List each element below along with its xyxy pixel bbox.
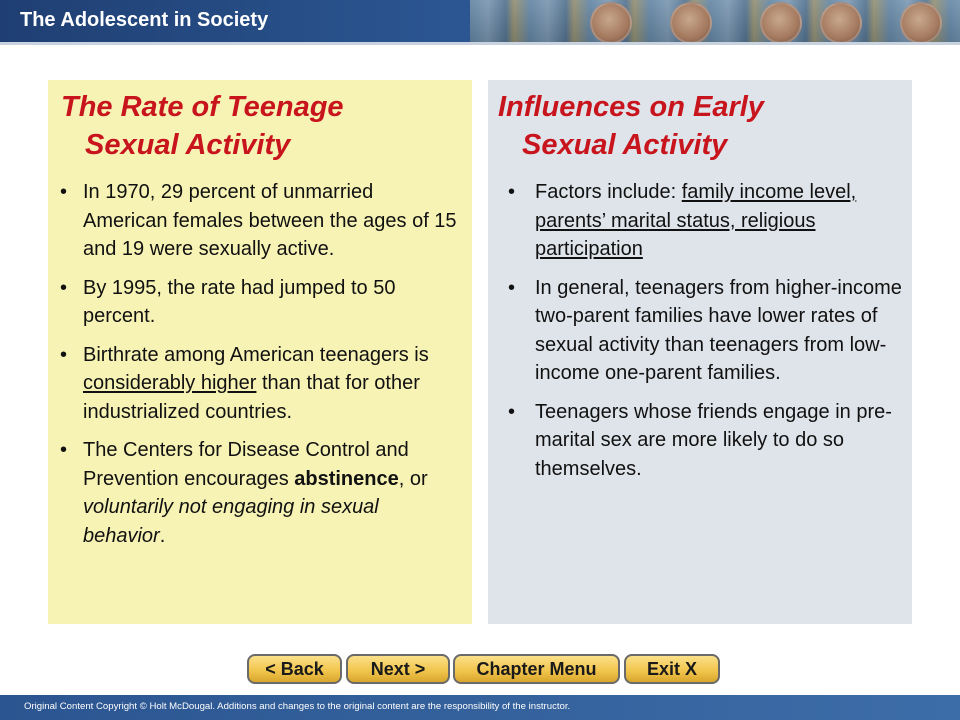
left-title-line2: Sexual Activity — [85, 129, 291, 161]
bullet-text: Teenagers whose friends engage in pre-marital sex are more likely to do so themselves. — [535, 400, 892, 480]
left-panel-title — [61, 88, 461, 164]
bullet-text-mid: , or — [398, 467, 428, 490]
header-divider — [0, 42, 960, 45]
list-item — [508, 274, 904, 388]
navigation-bar — [0, 654, 960, 686]
right-title-line1: Influences on Early — [498, 91, 764, 123]
chapter-menu-button[interactable]: Chapter Menu — [453, 654, 620, 684]
bullet-text: In general, teenagers from higher-income two-parent families have lower rates of sexual activity than teenagers from low-income one-parent families. — [535, 276, 902, 384]
bullet-icon: • — [60, 439, 68, 461]
bold-term: abstinence — [294, 467, 399, 490]
list-item — [508, 178, 904, 264]
footer-bar — [0, 695, 960, 720]
bullet-text-start: Birthrate among American teenagers is — [83, 343, 429, 366]
bullet-icon: • — [60, 343, 68, 366]
header-banner-image — [470, 0, 960, 42]
italic-definition: voluntarily not engaging in sexual behavior — [83, 496, 379, 547]
next-button[interactable]: Next > — [346, 654, 450, 684]
header-bar — [0, 0, 960, 42]
bullet-text: In 1970, 29 percent of unmarried American females between the ages of 15 and 19 were sexually active. — [83, 181, 457, 260]
bullet-text: By 1995, the rate had jumped to 50 percent. — [83, 276, 396, 327]
bullet-icon: • — [508, 181, 516, 203]
copyright-text: Original Content Copyright © Holt McDougal. Additions and changes to the original content are the responsibility of the instructor. — [24, 701, 571, 712]
face-image — [590, 2, 632, 42]
left-bullet-list — [60, 178, 462, 560]
face-image — [670, 2, 712, 42]
left-content-panel — [48, 80, 472, 624]
list-item — [508, 398, 904, 484]
right-bullet-list — [508, 178, 904, 493]
underlined-term: considerably higher — [83, 372, 257, 394]
list-item — [60, 178, 462, 264]
bullet-icon: • — [508, 400, 516, 423]
right-title-line2: Sexual Activity — [522, 129, 728, 161]
bullet-icon: • — [60, 181, 68, 203]
bullet-icon: • — [60, 276, 68, 299]
bullet-text-start: The Centers for Disease Control and Prevention encourages — [83, 439, 409, 490]
face-image — [760, 2, 802, 42]
left-title-line1: The Rate of Teenage — [61, 91, 344, 123]
right-panel-title — [498, 88, 902, 164]
exit-button[interactable]: Exit X — [624, 654, 720, 684]
header-title: The Adolescent in Society — [20, 9, 269, 31]
right-content-panel — [488, 80, 912, 624]
list-item — [60, 274, 462, 331]
bullet-text-start: Factors include: — [535, 181, 682, 203]
bullet-icon: • — [508, 276, 516, 299]
underlined-factors: family income level, parents’ marital status, religious participation — [535, 181, 857, 260]
face-image — [900, 2, 942, 42]
back-button[interactable]: < Back — [247, 654, 342, 684]
bullet-text-end: . — [159, 524, 166, 547]
list-item — [60, 436, 462, 550]
list-item — [60, 341, 462, 427]
face-image — [820, 2, 862, 42]
bullet-text-end: than that for other industrialized countries. — [83, 372, 420, 423]
